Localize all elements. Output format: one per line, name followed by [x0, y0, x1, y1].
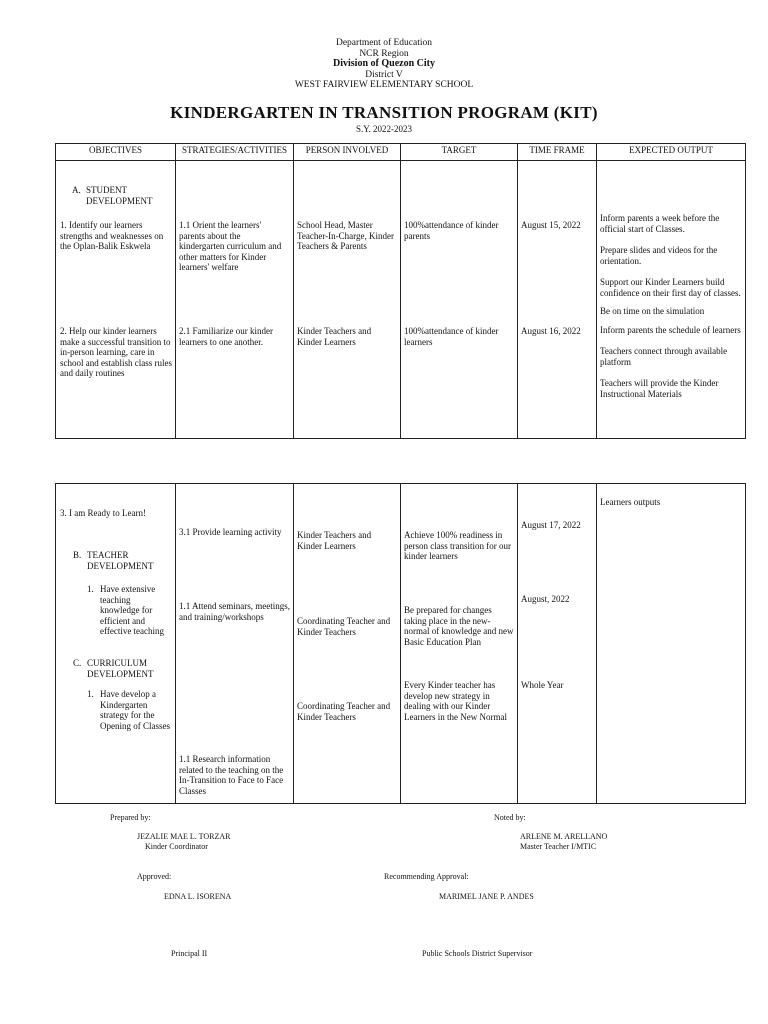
time-3: August 17, 2022: [521, 520, 581, 530]
person-c: Coordinating Teacher and Kinder Teachers: [297, 701, 391, 722]
output-item: Teachers connect through available platform: [600, 346, 728, 367]
person-3: Kinder Teachers and Kinder Learners: [297, 530, 372, 551]
output-item: Teachers will provide the Kinder Instructional Materials: [600, 378, 719, 399]
department-line: Department of Education: [335, 38, 433, 48]
section-a-letter: A.: [72, 185, 81, 195]
strategy-3-1: 3.1 Provide learning activity: [179, 527, 282, 537]
time-2: August 16, 2022: [521, 326, 581, 336]
col-time-frame: TIME FRAME: [518, 144, 597, 161]
school-year: S.Y. 2022-2023: [355, 124, 413, 134]
strategies-cell-2: [176, 484, 294, 804]
person-cell-2: [294, 484, 401, 804]
strategy-1-1: 1.1 Orient the learners' parents about the kindergarten curriculum and other matters for Kinder learners' welfare: [179, 220, 282, 272]
strategy-b-1-1: 1.1 Attend seminars, meetings, and training/workshops: [179, 601, 290, 622]
noted-by-name: ARLENE M. ARELLANO: [520, 832, 608, 841]
col-objectives: OBJECTIVES: [56, 144, 176, 161]
kit-table-2: [55, 483, 746, 804]
district-line: District V: [365, 69, 403, 80]
target-b: Be prepared for changes taking place in the new-normal of knowledge and new Basic Education Plan: [404, 605, 514, 647]
person-b: Coordinating Teacher and Kinder Teachers: [297, 616, 391, 637]
objectives-cell: [56, 161, 176, 439]
output-list: [600, 213, 744, 410]
section-c-heading: CURRICULUM DEVELOPMENT: [87, 658, 154, 679]
strategy-2-1: 2.1 Familiarize our kinder learners to one another.: [179, 326, 273, 347]
col-person: PERSON INVOLVED: [294, 144, 401, 161]
expected-output-cell-2: [597, 484, 746, 804]
time-frame-cell-2: [518, 484, 597, 804]
recommending-title: Public Schools District Supervisor: [422, 949, 533, 958]
c1-number: 1.: [87, 689, 94, 699]
target-2: 100%attendance of kinder learners: [404, 326, 499, 347]
expected-output-cell: [597, 161, 746, 439]
section-b-letter: B.: [73, 550, 82, 560]
person-cell: [294, 161, 401, 439]
kit-table-1: [55, 143, 746, 439]
time-c: Whole Year: [521, 680, 564, 690]
output-item: Inform parents a week before the official start of Classes.: [600, 213, 720, 234]
objective-3: 3. I am Ready to Learn!: [60, 508, 146, 518]
prepared-by-title: Kinder Coordinator: [145, 842, 208, 851]
letterhead: [0, 38, 768, 91]
approved-title: Principal II: [171, 949, 208, 958]
objective-c1: Have develop a Kindergarten strategy for the Opening of Classes: [100, 689, 170, 731]
section-a-heading: STUDENT DEVELOPMENT: [86, 185, 153, 206]
objective-2: 2. Help our kinder learners make a successful transition to in-person learning, care in school and establish class rules and daily routines: [60, 326, 172, 378]
page-title: KINDERGARTEN IN TRANSITION PROGRAM (KIT): [170, 103, 598, 122]
time-b: August, 2022: [521, 594, 570, 604]
approved-name: EDNA L. ISORENA: [164, 892, 232, 901]
objectives-cell-2: [56, 484, 176, 804]
output-item: Support our Kinder Learners build confidence on their first day of classes.: [600, 277, 741, 298]
division-line: Division of Quezon City: [333, 58, 435, 69]
region-line: NCR Region: [359, 48, 409, 59]
output-3: Learners outputs: [600, 497, 661, 507]
col-expected-output: EXPECTED OUTPUT: [597, 144, 746, 161]
time-1: August 15, 2022: [521, 220, 581, 230]
target-cell: [401, 161, 518, 439]
prepared-by-name: JEZALIE MAE L. TORZAR: [137, 832, 231, 841]
col-strategies: STRATEGIES/ACTIVITIES: [176, 144, 294, 161]
objective-b1: Have extensive teaching knowledge for efficient and effective teaching: [100, 584, 165, 636]
target-c: Every Kinder teacher has develop new strategy in dealing with our Kinder Learners in the New Normal: [404, 680, 507, 722]
output-item: Prepare slides and videos for the orientation.: [600, 245, 718, 266]
strategies-cell: [176, 161, 294, 439]
section-b-heading: TEACHER DEVELOPMENT: [87, 550, 154, 571]
objective-1: 1. Identify our learners strengths and weaknesses on the Oplan-Balik Eskwela: [60, 220, 164, 251]
target-cell-2: [401, 484, 518, 804]
target-3: Achieve 100% readiness in person class transition for our kinder learners: [404, 530, 511, 561]
noted-by-label: Noted by:: [494, 813, 526, 822]
output-item: Inform parents the schedule of learners: [600, 324, 741, 335]
person-2: Kinder Teachers and Kinder Learners: [297, 326, 372, 347]
recommending-name: MARIMEL JANE P. ANDES: [439, 892, 534, 901]
output-item: Be on time on the simulation: [600, 306, 705, 316]
prepared-by-label: Prepared by:: [110, 813, 151, 822]
recommending-label: Recommending Approval:: [384, 872, 469, 881]
person-1: School Head, Master Teacher-In-Charge, Kinder Teachers & Parents: [297, 220, 394, 251]
approved-label: Approved:: [137, 872, 172, 881]
b1-number: 1.: [87, 584, 94, 594]
col-target: TARGET: [401, 144, 518, 161]
noted-by-title: Master Teacher I/MTIC: [520, 842, 597, 851]
school-line: WEST FAIRVIEW ELEMENTARY SCHOOL: [294, 80, 474, 90]
strategy-c-1-1: 1.1 Research information related to the teaching on the In-Transition to Face to Face Classes: [179, 754, 284, 796]
time-frame-cell: [518, 161, 597, 439]
target-1: 100%attendance of kinder parents: [404, 220, 499, 241]
section-c-letter: C.: [73, 658, 82, 668]
